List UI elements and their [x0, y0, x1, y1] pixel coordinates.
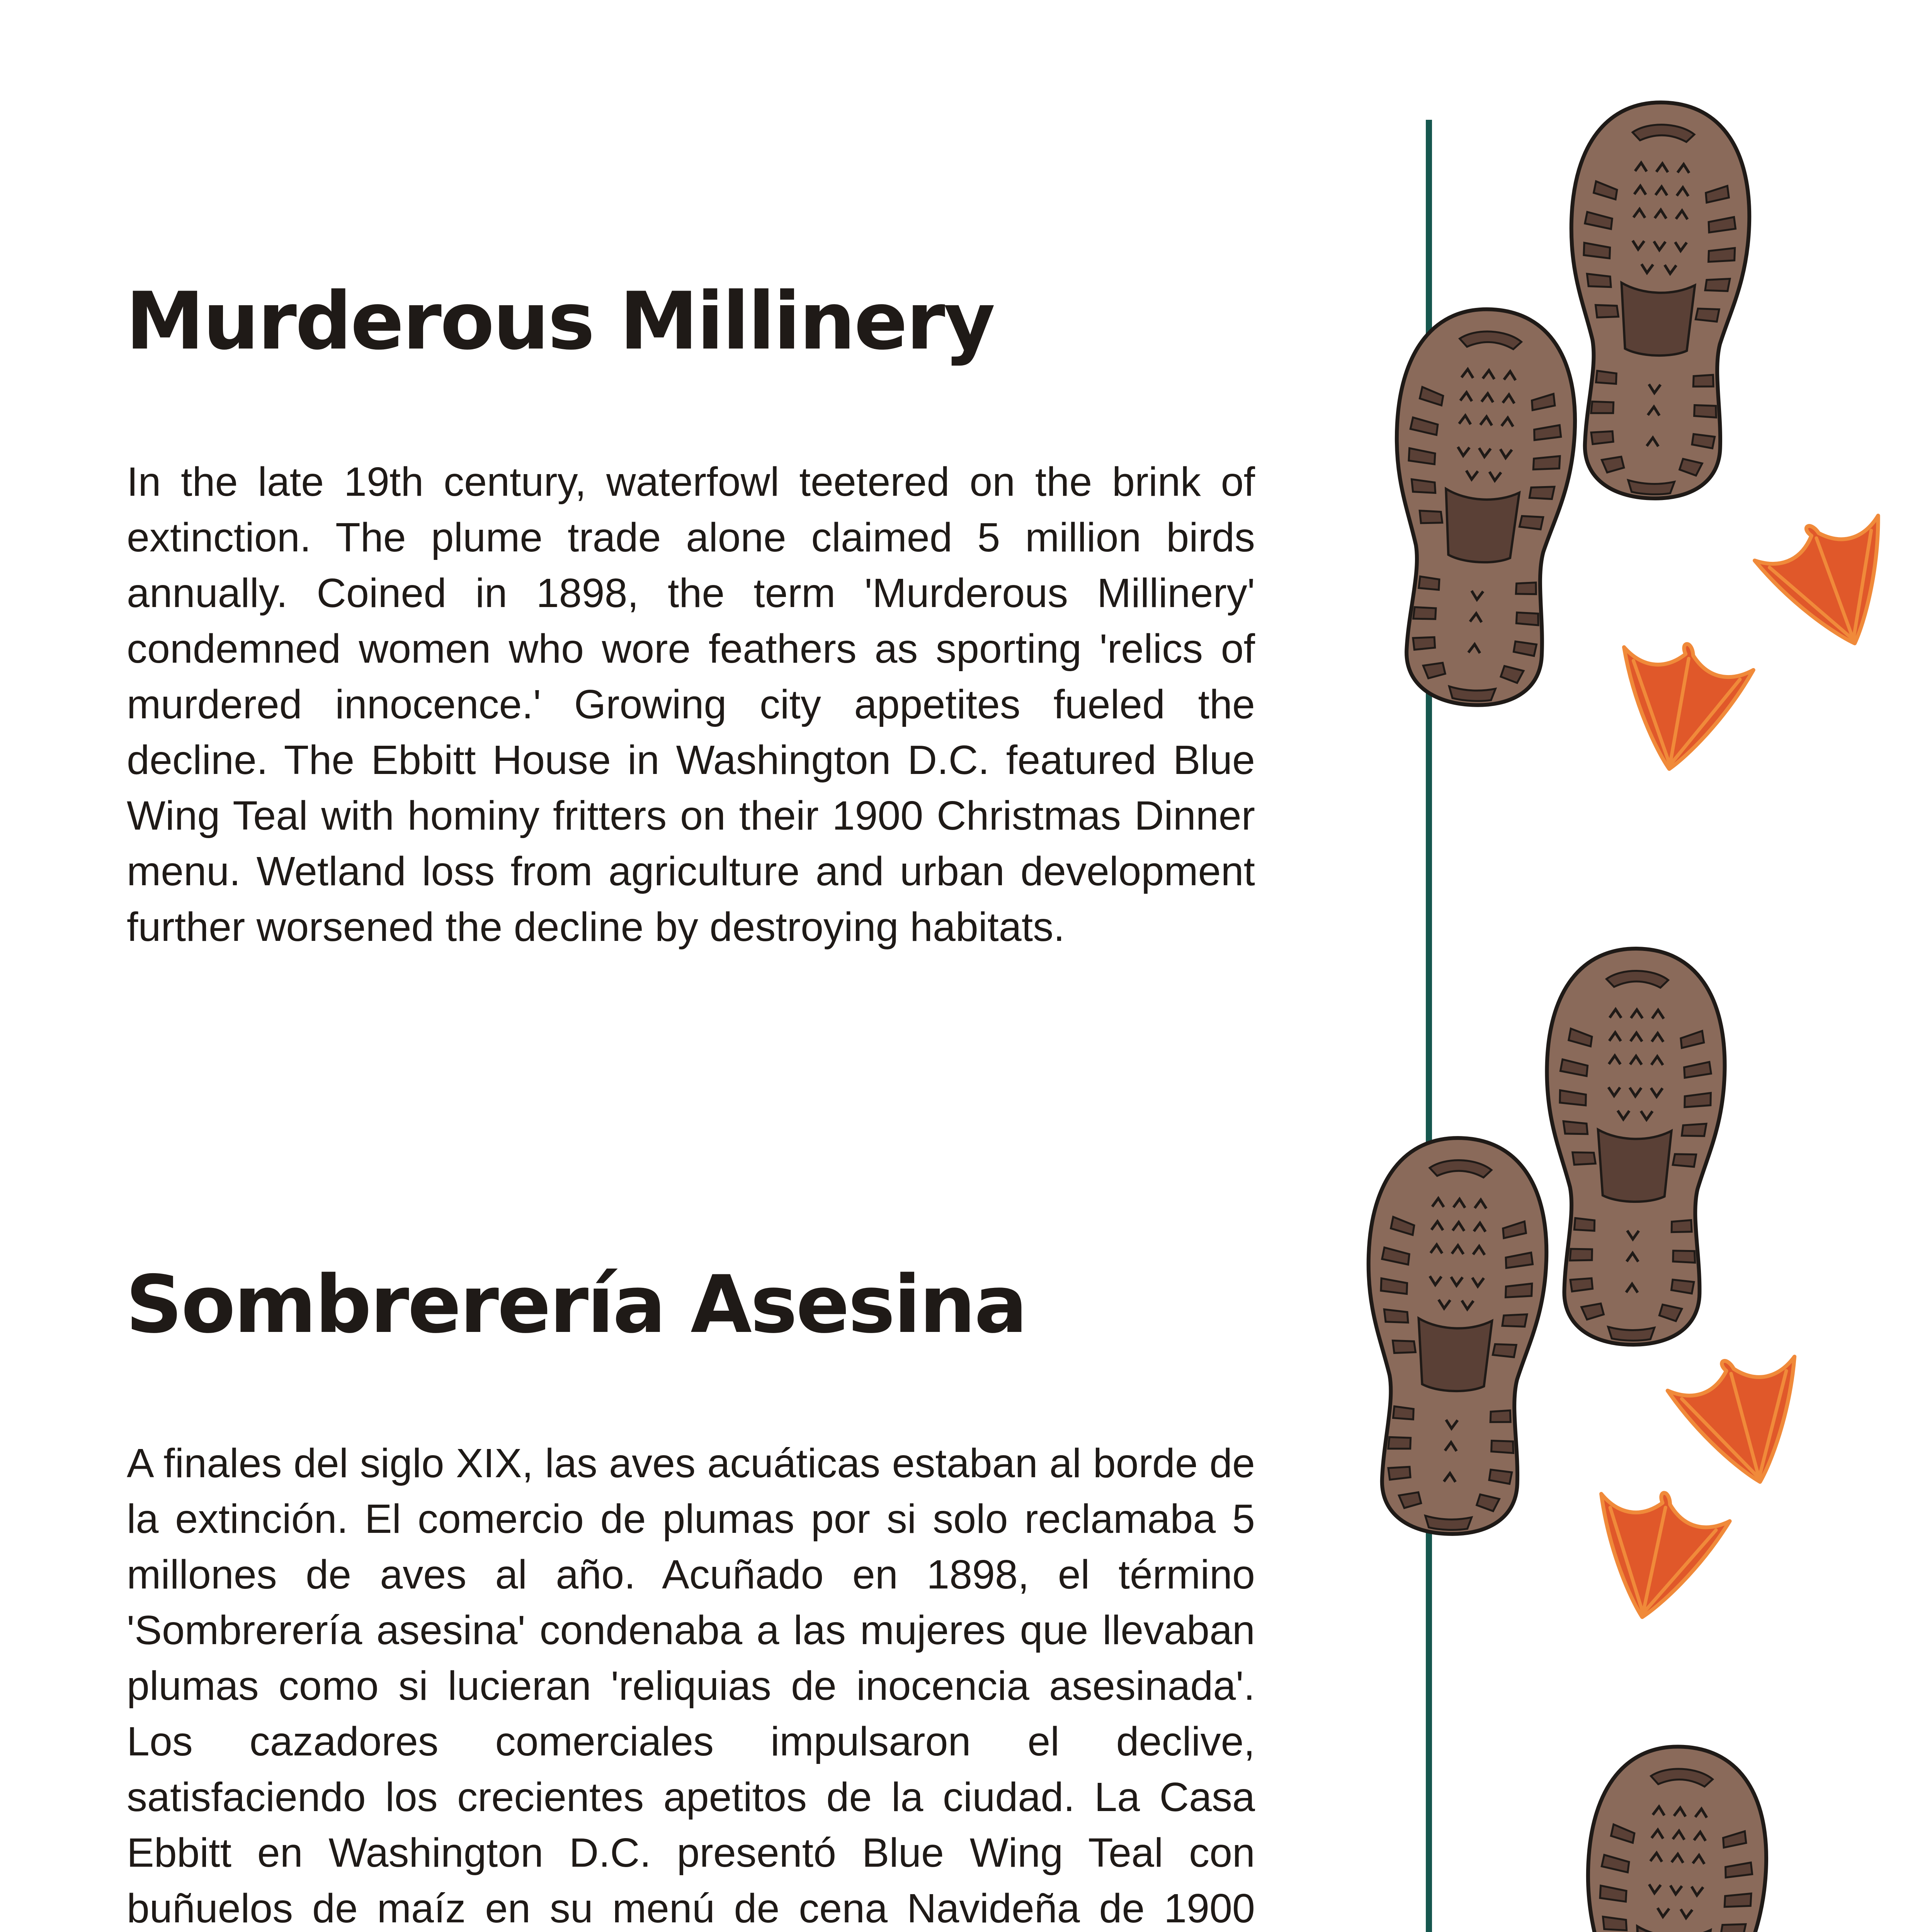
duck-footprint-icon	[1750, 502, 1917, 666]
duck-footprint-icon	[1578, 1480, 1733, 1631]
paragraph-spanish: A finales del siglo XIX, las aves acuáticas estaban al borde de la extinción. El comercio de plumas por si solo reclamaba 5 millones de aves al año. Acuñado en 1898, el término 'Sombrerería asesina' condenaba a las mujeres que llevaban plumas como si lucieran 'reliquias de inocencia asesinada'. Los cazadores comerciales impulsaron el declive, satisfaciendo los crecientes apetitos de la ciudad. La Casa Ebbitt en Washington D.C. presentó Blue Wing Teal con buñuelos de maíz en su menú de cena Navideña de 1900	[127, 1440, 1255, 1931]
boot-print-icon	[1359, 1135, 1550, 1537]
duck-footprint-icon	[1664, 1343, 1823, 1499]
paragraph-english: In the late 19th century, waterfowl teetered on the brink of extinction. The plume trade alone claimed 5 million birds annually. Coined in 1898, the term 'Murderous Millinery' condemned women who wore feathers as sporting 'relics of murdered innocence.' Growing city appetites fueled the decline. The Ebbitt House in Washington D.C. featured Blue Wing Teal with hominy fritters on their 1900 Christmas Dinner menu. Wetland loss from agriculture and urban development further worsened the decline by destroying habitats.	[127, 459, 1255, 950]
boot-print-icon	[1562, 99, 1753, 501]
boot-print-icon	[1574, 1742, 1772, 1932]
boot-print-icon	[1542, 947, 1727, 1346]
heading-murderous-millinery: Murderous Millinery	[126, 276, 994, 367]
heading-sombrereria-asesina: Sombrerería Asesina	[126, 1259, 1026, 1351]
duck-footprint-icon	[1605, 633, 1756, 780]
boot-print-icon	[1383, 305, 1581, 710]
